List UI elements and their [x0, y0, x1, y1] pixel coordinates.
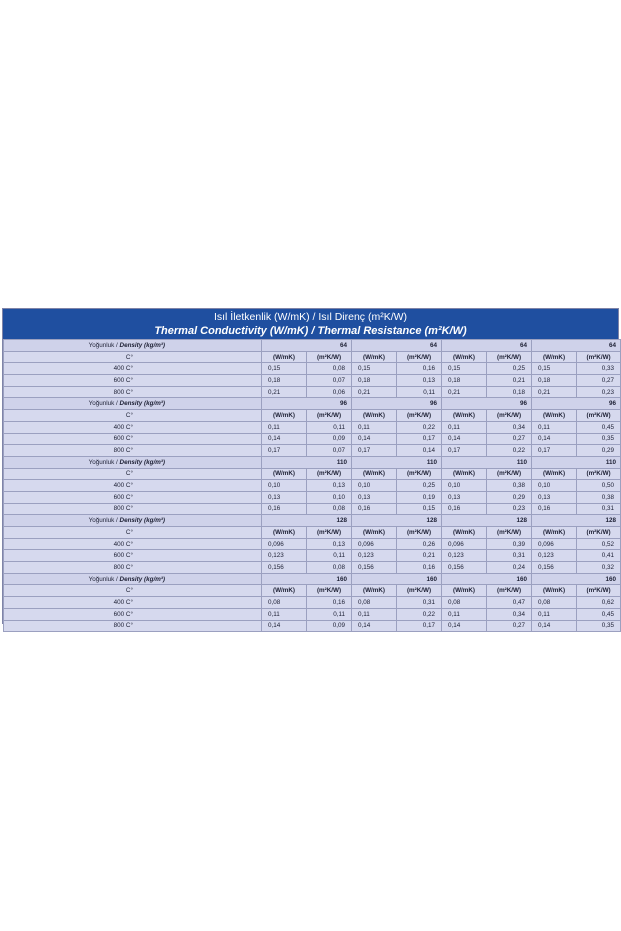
- resistance-value: 0,09: [307, 620, 352, 632]
- density-value: 128: [262, 515, 352, 527]
- resistance-unit: (m²K/W): [487, 527, 532, 539]
- temperature-label: 800 C°: [4, 503, 262, 515]
- resistance-value: 0,06: [307, 386, 352, 398]
- conductivity-value: 0,15: [352, 363, 397, 375]
- density-value: 160: [352, 573, 442, 585]
- density-row: [4, 573, 621, 585]
- conductivity-value: 0,14: [352, 433, 397, 445]
- conductivity-value: 0,10: [262, 480, 307, 492]
- resistance-value: 0,39: [487, 538, 532, 550]
- conductivity-value: 0,15: [442, 363, 487, 375]
- conductivity-value: 0,096: [262, 538, 307, 550]
- conductivity-unit: (W/mK): [442, 351, 487, 363]
- temperature-label: 400 C°: [4, 421, 262, 433]
- resistance-value: 0,33: [577, 363, 621, 375]
- conductivity-value: 0,15: [532, 363, 577, 375]
- density-label-turkish: Yoğunluk /: [88, 575, 120, 583]
- conductivity-value: 0,123: [532, 550, 577, 562]
- resistance-value: 0,25: [487, 363, 532, 375]
- conductivity-unit: (W/mK): [532, 468, 577, 480]
- temperature-label: 600 C°: [4, 550, 262, 562]
- resistance-value: 0,08: [307, 363, 352, 375]
- resistance-value: 0,25: [397, 480, 442, 492]
- conductivity-unit: (W/mK): [442, 410, 487, 422]
- conductivity-value: 0,17: [262, 445, 307, 457]
- conductivity-value: 0,08: [442, 597, 487, 609]
- temperature-unit-label: C°: [4, 527, 262, 539]
- table-row: [4, 480, 621, 492]
- resistance-value: 0,52: [577, 538, 621, 550]
- table-row: [4, 608, 621, 620]
- resistance-value: 0,16: [397, 562, 442, 574]
- conductivity-value: 0,17: [352, 445, 397, 457]
- resistance-value: 0,47: [487, 597, 532, 609]
- conductivity-value: 0,11: [442, 421, 487, 433]
- resistance-unit: (m²K/W): [307, 585, 352, 597]
- table-row: [4, 597, 621, 609]
- conductivity-value: 0,21: [532, 386, 577, 398]
- resistance-value: 0,34: [487, 608, 532, 620]
- conductivity-value: 0,096: [352, 538, 397, 550]
- conductivity-unit: (W/mK): [532, 527, 577, 539]
- unit-row: [4, 468, 621, 480]
- title-turkish: Isıl İletkenlik (W/mK) / Isıl Direnç (m²K/W): [213, 311, 408, 323]
- conductivity-value: 0,14: [442, 433, 487, 445]
- density-value: 64: [262, 340, 352, 352]
- density-label-english: Density (kg/m³): [119, 400, 165, 408]
- resistance-value: 0,35: [577, 620, 621, 632]
- resistance-value: 0,29: [577, 445, 621, 457]
- density-value: 110: [442, 456, 532, 468]
- resistance-value: 0,07: [307, 375, 352, 387]
- conductivity-value: 0,11: [352, 608, 397, 620]
- conductivity-value: 0,10: [532, 480, 577, 492]
- table-header: [3, 309, 618, 339]
- resistance-unit: (m²K/W): [577, 410, 621, 422]
- conductivity-unit: (W/mK): [442, 468, 487, 480]
- conductivity-value: 0,21: [442, 386, 487, 398]
- conductivity-value: 0,11: [532, 421, 577, 433]
- conductivity-value: 0,18: [442, 375, 487, 387]
- resistance-value: 0,11: [307, 421, 352, 433]
- resistance-value: 0,17: [397, 433, 442, 445]
- conductivity-value: 0,096: [532, 538, 577, 550]
- density-value: 64: [352, 340, 442, 352]
- resistance-value: 0,22: [397, 421, 442, 433]
- resistance-value: 0,23: [487, 503, 532, 515]
- conductivity-value: 0,15: [262, 363, 307, 375]
- resistance-value: 0,62: [577, 597, 621, 609]
- conductivity-unit: (W/mK): [262, 527, 307, 539]
- table-row: [4, 538, 621, 550]
- density-label-turkish: Yoğunluk /: [88, 517, 120, 525]
- thermal-data-table: [2, 308, 619, 630]
- resistance-value: 0,16: [307, 597, 352, 609]
- table-row: [4, 503, 621, 515]
- temperature-label: 600 C°: [4, 608, 262, 620]
- density-value: 96: [442, 398, 532, 410]
- resistance-value: 0,18: [487, 386, 532, 398]
- resistance-unit: (m²K/W): [307, 527, 352, 539]
- conductivity-unit: (W/mK): [352, 351, 397, 363]
- temperature-label: 600 C°: [4, 491, 262, 503]
- resistance-unit: (m²K/W): [307, 468, 352, 480]
- resistance-value: 0,11: [307, 608, 352, 620]
- conductivity-value: 0,11: [262, 608, 307, 620]
- resistance-value: 0,24: [487, 562, 532, 574]
- conductivity-value: 0,123: [262, 550, 307, 562]
- conductivity-value: 0,123: [442, 550, 487, 562]
- resistance-unit: (m²K/W): [487, 585, 532, 597]
- conductivity-unit: (W/mK): [262, 468, 307, 480]
- conductivity-value: 0,11: [262, 421, 307, 433]
- resistance-value: 0,22: [487, 445, 532, 457]
- conductivity-value: 0,123: [352, 550, 397, 562]
- density-label-turkish: Yoğunluk /: [88, 458, 120, 466]
- density-value: 110: [532, 456, 621, 468]
- table-row: [4, 491, 621, 503]
- resistance-value: 0,50: [577, 480, 621, 492]
- density-label: [4, 340, 262, 352]
- conductivity-value: 0,14: [352, 620, 397, 632]
- resistance-value: 0,32: [577, 562, 621, 574]
- temperature-label: 600 C°: [4, 433, 262, 445]
- resistance-value: 0,13: [397, 375, 442, 387]
- conductivity-value: 0,10: [352, 480, 397, 492]
- conductivity-value: 0,096: [442, 538, 487, 550]
- resistance-value: 0,35: [577, 433, 621, 445]
- table-row: [4, 562, 621, 574]
- table-row: [4, 386, 621, 398]
- resistance-unit: (m²K/W): [397, 585, 442, 597]
- conductivity-value: 0,14: [442, 620, 487, 632]
- conductivity-value: 0,13: [352, 491, 397, 503]
- conductivity-unit: (W/mK): [532, 351, 577, 363]
- conductivity-unit: (W/mK): [352, 527, 397, 539]
- conductivity-value: 0,156: [262, 562, 307, 574]
- conductivity-unit: (W/mK): [352, 410, 397, 422]
- conductivity-value: 0,08: [262, 597, 307, 609]
- resistance-unit: (m²K/W): [577, 468, 621, 480]
- resistance-value: 0,17: [397, 620, 442, 632]
- unit-row: [4, 351, 621, 363]
- density-value: 96: [352, 398, 442, 410]
- temperature-label: 400 C°: [4, 480, 262, 492]
- density-value: 128: [532, 515, 621, 527]
- conductivity-value: 0,11: [532, 608, 577, 620]
- conductivity-value: 0,11: [352, 421, 397, 433]
- temperature-unit-label: C°: [4, 585, 262, 597]
- temperature-label: 600 C°: [4, 375, 262, 387]
- density-label: [4, 515, 262, 527]
- resistance-value: 0,45: [577, 608, 621, 620]
- conductivity-value: 0,13: [442, 491, 487, 503]
- temperature-label: 800 C°: [4, 620, 262, 632]
- density-value: 160: [262, 573, 352, 585]
- resistance-value: 0,27: [577, 375, 621, 387]
- density-label-english: Density (kg/m³): [119, 517, 165, 525]
- resistance-unit: (m²K/W): [307, 410, 352, 422]
- density-value: 160: [532, 573, 621, 585]
- resistance-unit: (m²K/W): [577, 351, 621, 363]
- conductivity-unit: (W/mK): [262, 351, 307, 363]
- resistance-value: 0,21: [487, 375, 532, 387]
- resistance-unit: (m²K/W): [397, 468, 442, 480]
- conductivity-value: 0,10: [442, 480, 487, 492]
- conductivity-value: 0,13: [262, 491, 307, 503]
- resistance-unit: (m²K/W): [307, 351, 352, 363]
- density-row: [4, 456, 621, 468]
- resistance-value: 0,19: [397, 491, 442, 503]
- conductivity-value: 0,18: [262, 375, 307, 387]
- resistance-value: 0,34: [487, 421, 532, 433]
- temperature-label: 400 C°: [4, 363, 262, 375]
- density-value: 110: [352, 456, 442, 468]
- conductivity-unit: (W/mK): [262, 410, 307, 422]
- resistance-unit: (m²K/W): [577, 585, 621, 597]
- unit-row: [4, 585, 621, 597]
- table-row: [4, 620, 621, 632]
- conductivity-value: 0,21: [352, 386, 397, 398]
- density-value: 96: [532, 398, 621, 410]
- conductivity-value: 0,18: [532, 375, 577, 387]
- density-value: 64: [442, 340, 532, 352]
- conductivity-value: 0,16: [442, 503, 487, 515]
- resistance-value: 0,41: [577, 550, 621, 562]
- resistance-value: 0,38: [577, 491, 621, 503]
- conductivity-unit: (W/mK): [442, 585, 487, 597]
- resistance-value: 0,13: [307, 480, 352, 492]
- conductivity-value: 0,16: [262, 503, 307, 515]
- temperature-unit-label: C°: [4, 351, 262, 363]
- resistance-value: 0,31: [577, 503, 621, 515]
- density-label-english: Density (kg/m³): [119, 341, 165, 349]
- conductivity-unit: (W/mK): [262, 585, 307, 597]
- conductivity-value: 0,156: [442, 562, 487, 574]
- density-value: 128: [442, 515, 532, 527]
- resistance-value: 0,38: [487, 480, 532, 492]
- resistance-value: 0,31: [487, 550, 532, 562]
- density-row: [4, 398, 621, 410]
- conductivity-unit: (W/mK): [352, 585, 397, 597]
- table-row: [4, 445, 621, 457]
- resistance-value: 0,21: [397, 550, 442, 562]
- resistance-unit: (m²K/W): [487, 410, 532, 422]
- conductivity-value: 0,14: [262, 620, 307, 632]
- resistance-value: 0,16: [397, 363, 442, 375]
- resistance-value: 0,27: [487, 620, 532, 632]
- density-label: [4, 573, 262, 585]
- resistance-value: 0,26: [397, 538, 442, 550]
- resistance-value: 0,09: [307, 433, 352, 445]
- resistance-value: 0,22: [397, 608, 442, 620]
- unit-row: [4, 410, 621, 422]
- resistance-value: 0,11: [307, 550, 352, 562]
- resistance-value: 0,11: [397, 386, 442, 398]
- density-value: 160: [442, 573, 532, 585]
- table-row: [4, 421, 621, 433]
- resistance-value: 0,08: [307, 503, 352, 515]
- density-value: 128: [352, 515, 442, 527]
- conductivity-unit: (W/mK): [532, 410, 577, 422]
- conductivity-value: 0,18: [352, 375, 397, 387]
- resistance-unit: (m²K/W): [487, 351, 532, 363]
- resistance-value: 0,45: [577, 421, 621, 433]
- conductivity-value: 0,16: [532, 503, 577, 515]
- conductivity-value: 0,156: [352, 562, 397, 574]
- conductivity-unit: (W/mK): [532, 585, 577, 597]
- table-row: [4, 375, 621, 387]
- density-label-turkish: Yoğunluk /: [88, 341, 120, 349]
- conductivity-value: 0,17: [532, 445, 577, 457]
- conductivity-value: 0,08: [352, 597, 397, 609]
- temperature-label: 800 C°: [4, 562, 262, 574]
- resistance-value: 0,27: [487, 433, 532, 445]
- resistance-value: 0,08: [307, 562, 352, 574]
- density-label-english: Density (kg/m³): [119, 575, 165, 583]
- resistance-unit: (m²K/W): [397, 410, 442, 422]
- density-value: 64: [532, 340, 621, 352]
- density-row: [4, 340, 621, 352]
- table-row: [4, 550, 621, 562]
- unit-row: [4, 527, 621, 539]
- temperature-label: 800 C°: [4, 445, 262, 457]
- conductivity-unit: (W/mK): [352, 468, 397, 480]
- resistance-value: 0,07: [307, 445, 352, 457]
- temperature-unit-label: C°: [4, 410, 262, 422]
- conductivity-value: 0,14: [532, 433, 577, 445]
- conductivity-value: 0,11: [442, 608, 487, 620]
- resistance-unit: (m²K/W): [397, 351, 442, 363]
- resistance-value: 0,23: [577, 386, 621, 398]
- resistance-unit: (m²K/W): [487, 468, 532, 480]
- conductivity-value: 0,08: [532, 597, 577, 609]
- density-label: [4, 398, 262, 410]
- table-body: [4, 340, 621, 632]
- density-value: 96: [262, 398, 352, 410]
- resistance-value: 0,10: [307, 491, 352, 503]
- density-row: [4, 515, 621, 527]
- temperature-unit-label: C°: [4, 468, 262, 480]
- resistance-value: 0,13: [307, 538, 352, 550]
- conductivity-value: 0,156: [532, 562, 577, 574]
- data-grid: [3, 339, 621, 632]
- conductivity-unit: (W/mK): [442, 527, 487, 539]
- table-row: [4, 433, 621, 445]
- conductivity-value: 0,17: [442, 445, 487, 457]
- temperature-label: 800 C°: [4, 386, 262, 398]
- resistance-value: 0,29: [487, 491, 532, 503]
- resistance-value: 0,31: [397, 597, 442, 609]
- resistance-value: 0,14: [397, 445, 442, 457]
- table-row: [4, 363, 621, 375]
- resistance-value: 0,15: [397, 503, 442, 515]
- density-label: [4, 456, 262, 468]
- temperature-label: 400 C°: [4, 597, 262, 609]
- conductivity-value: 0,16: [352, 503, 397, 515]
- density-label-english: Density (kg/m³): [119, 458, 165, 466]
- temperature-label: 400 C°: [4, 538, 262, 550]
- resistance-unit: (m²K/W): [577, 527, 621, 539]
- conductivity-value: 0,13: [532, 491, 577, 503]
- conductivity-value: 0,14: [532, 620, 577, 632]
- conductivity-value: 0,21: [262, 386, 307, 398]
- resistance-unit: (m²K/W): [397, 527, 442, 539]
- conductivity-value: 0,14: [262, 433, 307, 445]
- density-label-turkish: Yoğunluk /: [88, 400, 120, 408]
- title-english: Thermal Conductivity (W/mK) / Thermal Resistance (m²K/W): [154, 325, 467, 337]
- density-value: 110: [262, 456, 352, 468]
